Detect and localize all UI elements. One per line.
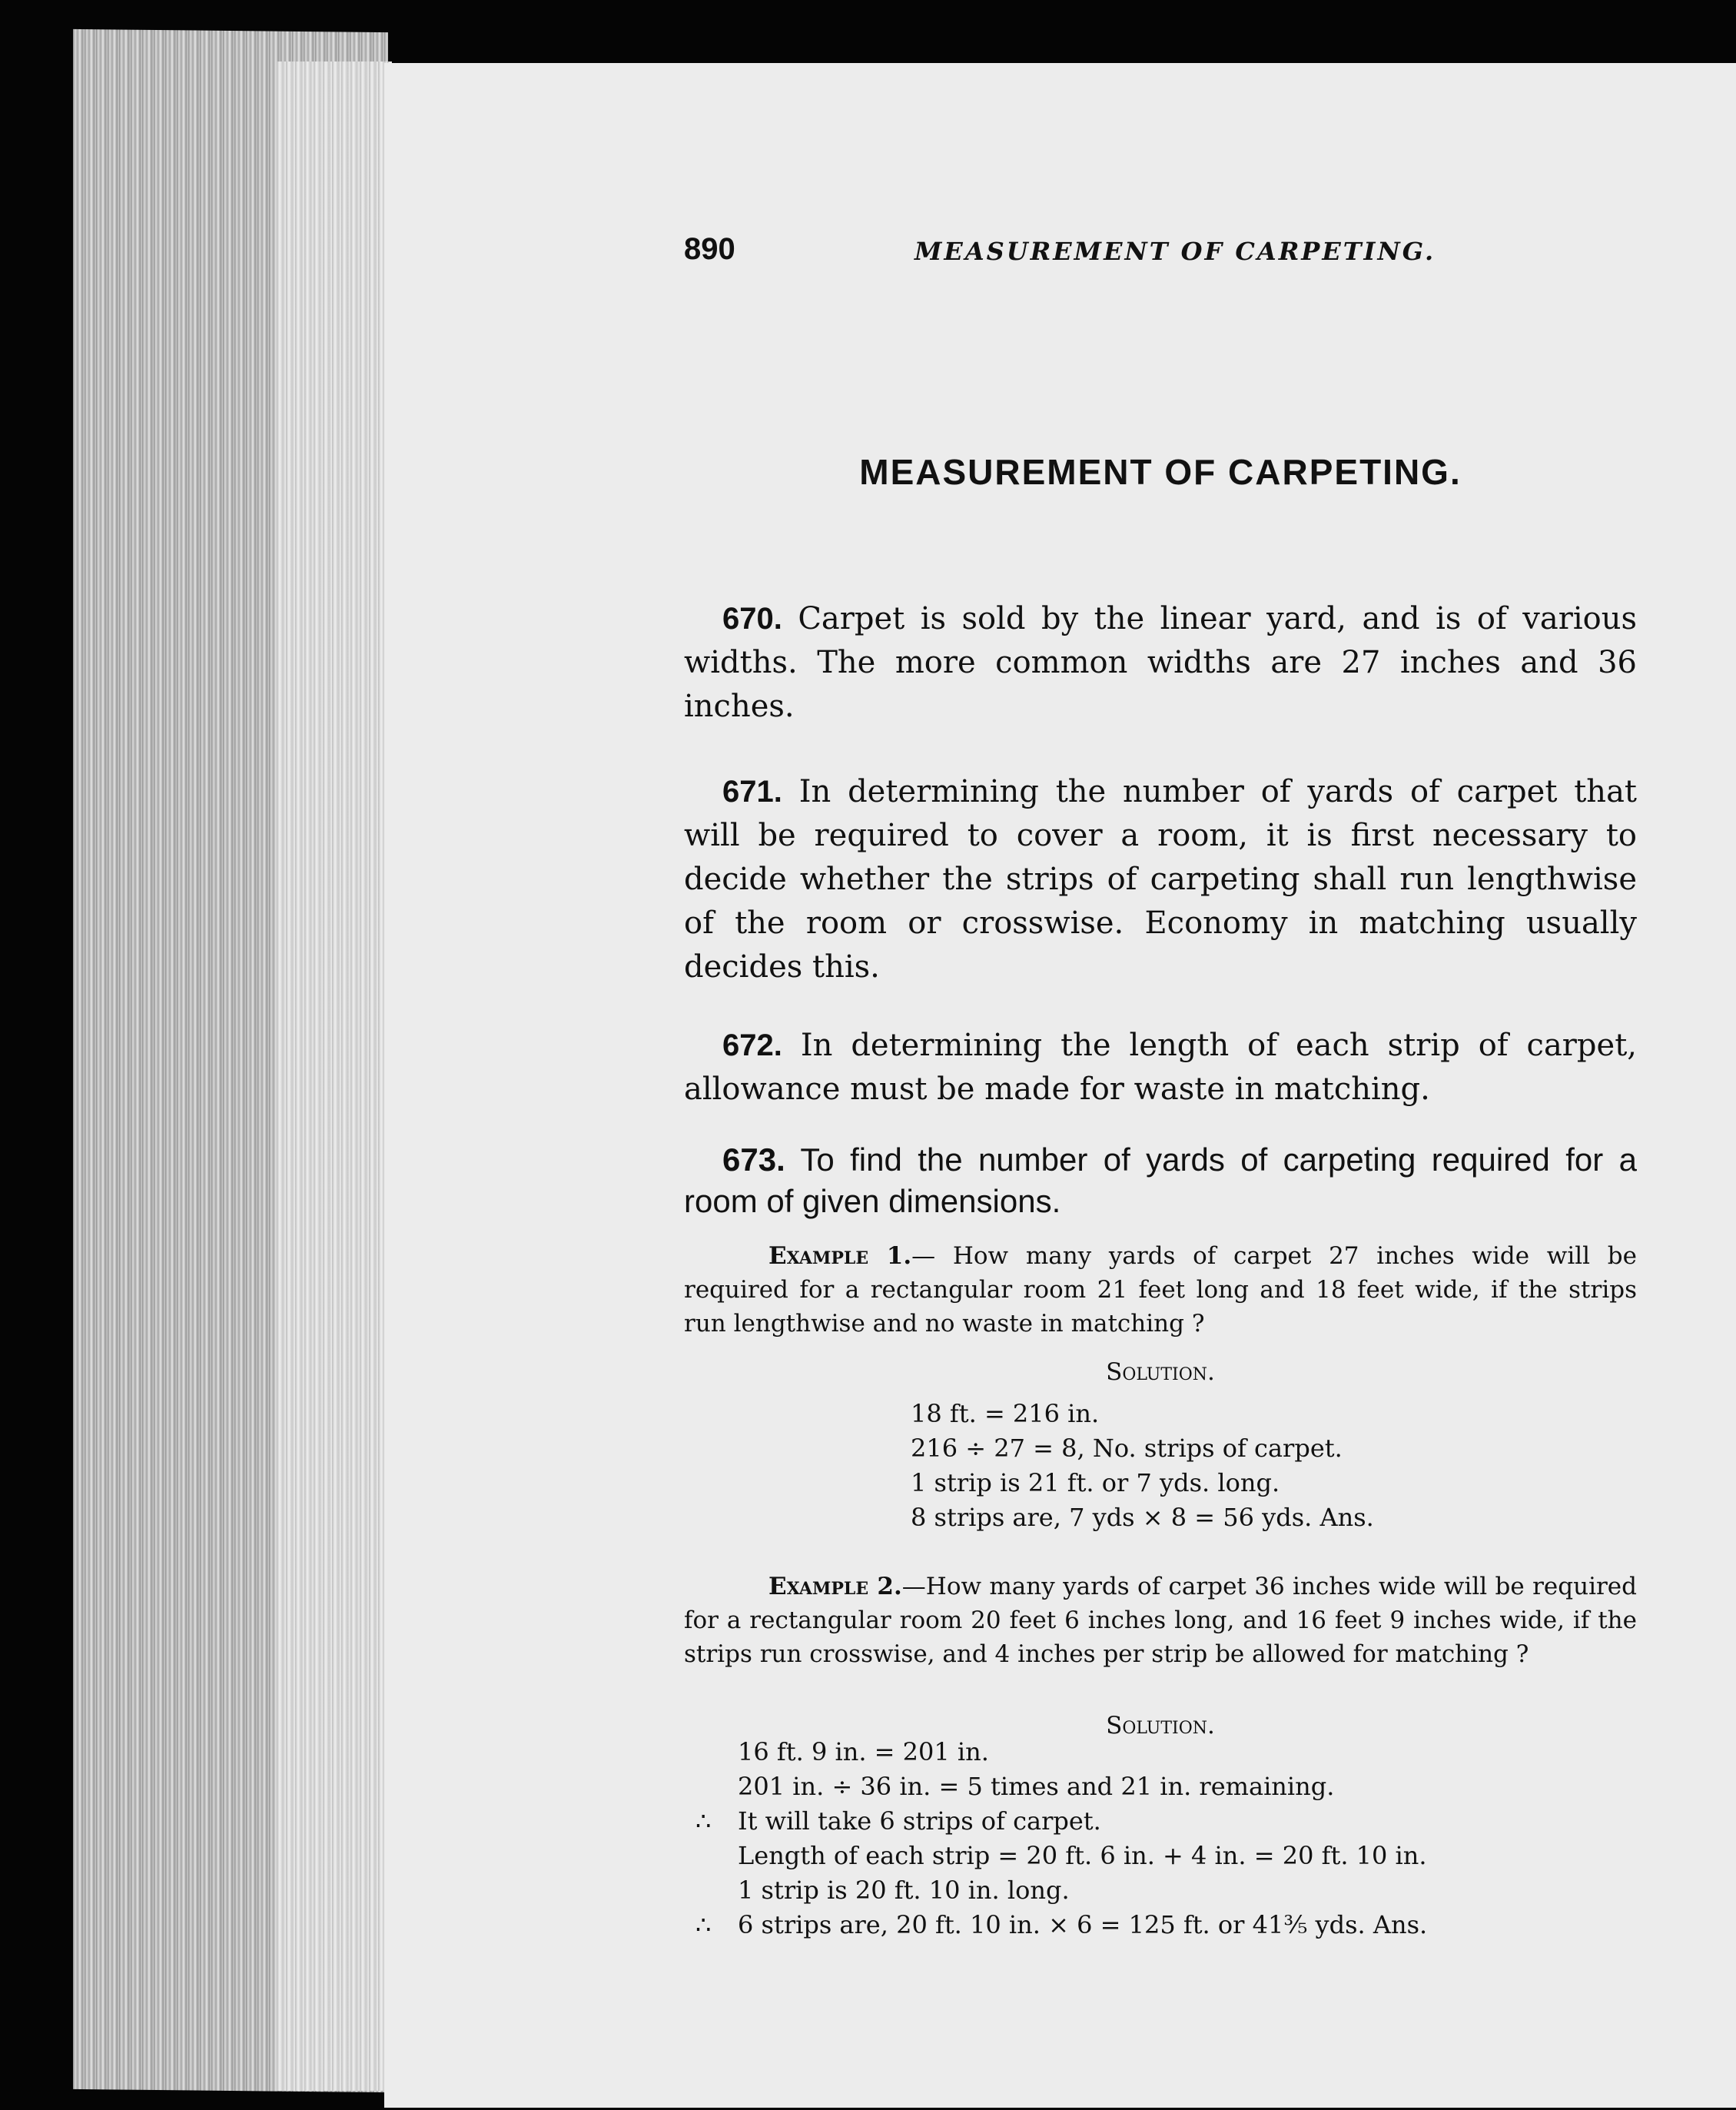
solution-step-with-therefore xyxy=(695,1804,1427,1839)
section-title: MEASUREMENT OF CARPETING. xyxy=(859,452,1462,492)
solution-steps-1 xyxy=(911,1397,1374,1535)
example-label: Example 1. xyxy=(768,1242,912,1270)
solution-step-text: It will take 6 strips of carpet. xyxy=(738,1806,1101,1836)
paragraph-672 xyxy=(684,1024,1637,1111)
solution-step: 8 strips are, 7 yds × 8 = 56 yds. Ans. xyxy=(911,1503,1374,1532)
solution-step: 1 strip is 21 ft. or 7 yds. long. xyxy=(911,1468,1280,1497)
paragraph-673 xyxy=(684,1139,1637,1222)
page-header xyxy=(684,232,1637,278)
paragraph-number: 673. xyxy=(722,1141,785,1178)
therefore-symbol: ∴ xyxy=(695,1910,712,1939)
solution-heading: Solution. xyxy=(1106,1712,1215,1740)
paragraph-number: 670. xyxy=(722,602,782,636)
solution-step: 216 ÷ 27 = 8, No. strips of carpet. xyxy=(911,1434,1343,1463)
solution-step-with-therefore xyxy=(695,1908,1428,1942)
paragraph-671 xyxy=(684,770,1637,989)
paragraph-text: To find the number of yards of carpeting required for a room of given dimensions. xyxy=(684,1141,1637,1219)
paragraph-text: In determining the number of yards of carpet that will be required to cover a room, it is first necessary to decide whether the strips of carpeting shall run lengthwise of the room or crosswise. Economy in matching usually decides this. xyxy=(684,774,1637,985)
page-number: 890 xyxy=(684,232,735,266)
example-text: — How many yards of carpet 27 inches wide will be required for a rectangular room 21 feet long and 18 feet wide, if the strips run lengthwise and no waste in matching ? xyxy=(684,1242,1637,1337)
paragraph-text: Carpet is sold by the linear yard, and is of various widths. The more common widths are 27 inches and 36 inches. xyxy=(684,601,1637,724)
therefore-symbol: ∴ xyxy=(695,1806,712,1836)
example-text: —How many yards of carpet 36 inches wide will be required for a rectangular room 20 feet 6 inches long, and 16 feet 9 inches wide, if the strips run crosswise, and 4 inches per strip be allowed for matching ? xyxy=(684,1573,1637,1668)
solution-step: 1 strip is 20 ft. 10 in. long. xyxy=(738,1876,1070,1905)
example-label: Example 2. xyxy=(768,1573,902,1600)
solution-heading: Solution. xyxy=(1106,1358,1215,1386)
book-page-edges-inner xyxy=(277,61,392,2091)
paragraph-text: In determining the length of each strip of carpet, allowance must be made for waste in matching. xyxy=(684,1028,1637,1107)
paragraph-number: 672. xyxy=(722,1028,782,1062)
solution-step: 18 ft. = 216 in. xyxy=(911,1399,1100,1428)
example-1 xyxy=(684,1239,1637,1341)
solution-step-text: 6 strips are, 20 ft. 10 in. × 6 = 125 ft. or 41⅗ yds. Ans. xyxy=(738,1910,1428,1939)
example-2 xyxy=(684,1570,1637,1671)
solution-steps-2 xyxy=(695,1735,1428,1942)
book-page xyxy=(384,63,1736,2108)
solution-step: 16 ft. 9 in. = 201 in. xyxy=(738,1737,989,1766)
paragraph-670 xyxy=(684,597,1637,729)
solution-step: Length of each strip = 20 ft. 6 in. + 4 in. = 20 ft. 10 in. xyxy=(738,1841,1427,1870)
solution-step: 201 in. ÷ 36 in. = 5 times and 21 in. remaining. xyxy=(738,1772,1335,1801)
paragraph-number: 671. xyxy=(722,775,782,809)
running-head: MEASUREMENT OF CARPETING. xyxy=(914,237,1436,266)
